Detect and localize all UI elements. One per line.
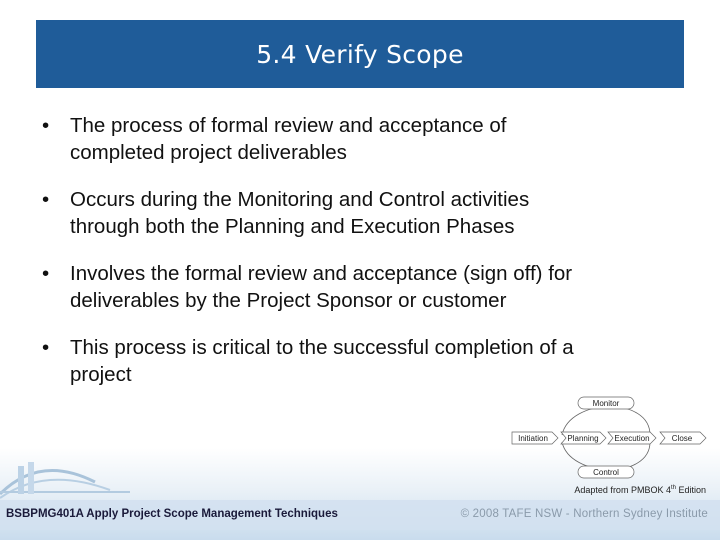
bullet-item: [42, 260, 682, 314]
control-arc: [562, 442, 650, 470]
bullet-dot-icon: •: [42, 262, 50, 285]
title-bar: [36, 20, 684, 88]
bullet-item: [42, 334, 682, 388]
close-label: Close: [671, 434, 693, 443]
monitor-arc: [562, 406, 650, 435]
control-label: Control: [593, 468, 619, 477]
bullet-dot-icon: •: [42, 114, 50, 137]
initiation-label: Initiation: [518, 434, 548, 443]
bullet-line: The process of formal review and acceptance of: [70, 114, 507, 137]
monitor-label: Monitor: [592, 399, 620, 408]
bullet-line: completed project deliverables: [70, 141, 347, 164]
planning-label: Planning: [567, 434, 599, 443]
footer-copyright: © 2008 TAFE NSW - Northern Sydney Institute: [460, 508, 708, 520]
bullet-dot-icon: •: [42, 188, 50, 211]
bullet-dot-icon: •: [42, 336, 50, 359]
footer-course-title: BSBPMG401A Apply Project Scope Management Techniques: [6, 508, 338, 520]
process-diagram: [500, 390, 720, 500]
bullet-line: Occurs during the Monitoring and Control activities: [70, 188, 530, 211]
bullet-line: through both the Planning and Execution Phases: [70, 215, 515, 238]
bullet-item: [42, 112, 682, 166]
bullet-line: Involves the formal review and acceptance (sign off) for: [70, 262, 573, 285]
bullet-item: [42, 186, 682, 240]
attribution: [574, 485, 706, 495]
bullet-line: deliverables by the Project Sponsor or customer: [70, 289, 507, 312]
attribution-sup: th: [670, 485, 676, 491]
bullet-list: [42, 112, 682, 408]
slide-title: 5.4 Verify Scope: [256, 39, 464, 69]
bullet-line: This process is critical to the successful completion of a: [70, 336, 574, 359]
bullet-line: project: [70, 363, 132, 386]
attribution-suffix: Edition: [675, 485, 706, 495]
execution-label: Execution: [614, 434, 650, 443]
harbour-bridge-icon: [0, 452, 140, 502]
attribution-text: Adapted from PMBOK 4: [574, 485, 671, 495]
